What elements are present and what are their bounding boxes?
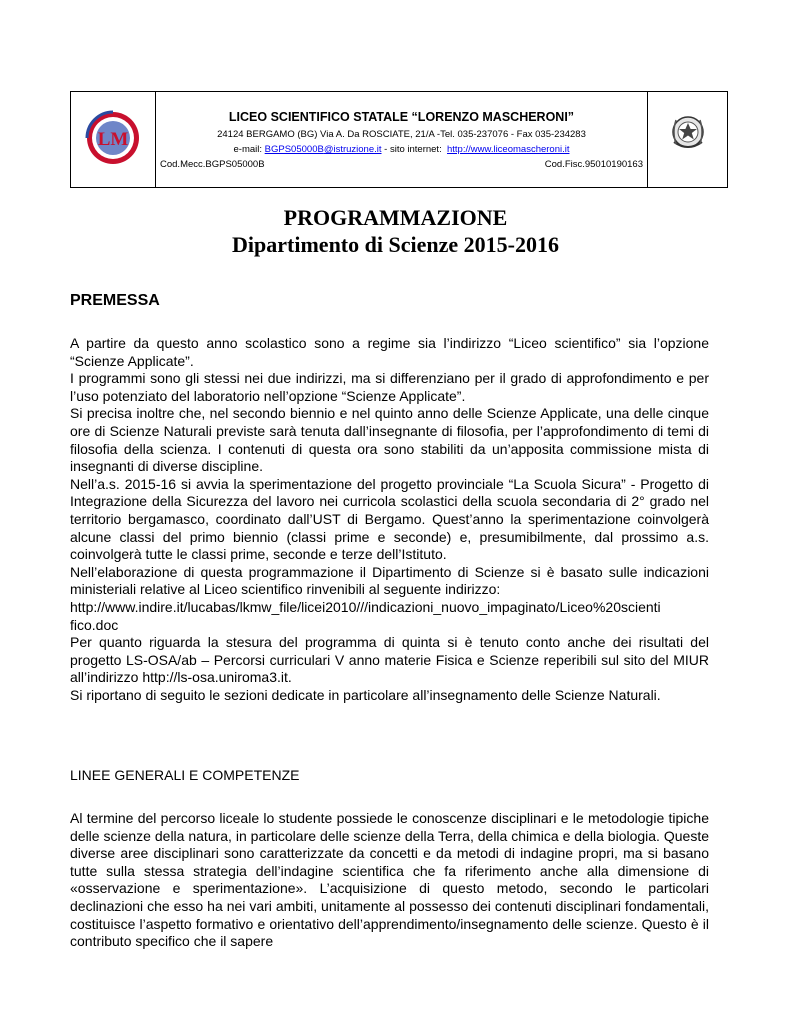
school-address: 24124 BERGAMO (BG) Via A. Da ROSCIATE, 21/A -Tel. 035-237076 - Fax 035-234283 xyxy=(217,129,586,140)
premessa-body xyxy=(70,335,709,704)
italian-republic-emblem-icon xyxy=(648,92,728,187)
paragraph: A partire da questo anno scolastico sono a regime sia l’indirizzo “Liceo scientifico” sia l’opzione “Scienze Applicate”. xyxy=(70,335,709,369)
section-heading-linee-generali: LINEE GENERALI E COMPETENZE xyxy=(70,767,300,783)
email-domain[interactable]: @istruzione.it xyxy=(323,144,382,155)
school-logo-cell xyxy=(71,92,156,187)
site-label: - sito internet: xyxy=(381,144,442,155)
cod-mecc: Cod.Mecc.BGPS05000B xyxy=(160,159,265,170)
emblem-cell xyxy=(647,92,728,187)
linee-generali-body xyxy=(70,810,709,951)
paragraph: Al termine del percorso liceale lo studente possiede le conoscenze disciplinari e le metodologie tipiche delle scienze della natura, in particolare delle scienze della Terra, della chimica e della biologia. Queste diverse aree disciplinari sono caratterizzate da concetti e da metodi di indagine propri, ma si basano tutte sulla stessa strategia dell’indagine scientifica che fa riferimento anche alla dimensione di «osservazione e sperimentazione». L’acquisizione di questo metodo, secondo le particolari declinazioni che esso ha nei vari ambiti, unitamente al possesso dei contenuti disciplinari fondamentali, costituisce l’aspetto formativo e orientativo dell’apprendimento/insegnamento delle scienze. Questo è il contributo specifico che il sapere xyxy=(70,810,709,950)
site-link[interactable]: http://www.liceomascheroni.it xyxy=(447,144,570,155)
letterhead xyxy=(70,91,728,188)
school-logo-icon xyxy=(71,92,155,187)
indire-url: http://www.indire.it/lucabas/lkmw_file/licei2010///indicazioni_nuovo_impaginato/Liceo%20scienti fico.doc xyxy=(70,598,661,633)
paragraph: Nell’elaborazione di questa programmazione il Dipartimento di Scienze si è basato sulle indicazioni ministeriali relative al Liceo scientifico rinvenibili al seguente indirizzo: xyxy=(70,563,709,598)
document-subtitle: Dipartimento di Scienze 2015-2016 xyxy=(232,232,559,257)
email-label: e-mail: xyxy=(233,144,263,155)
cod-fisc: Cod.Fisc.95010190163 xyxy=(544,159,643,170)
paragraph: Per quanto riguarda la stesura del programma di quinta si è tenuto conto anche dei risultati del progetto LS-OSA/ab – Percorsi curriculari V anno materie Fisica e Scienze reperibili sul sito del MIUR all’indirizzo http://ls-osa.uniroma3.it. xyxy=(70,634,709,686)
paragraph: Si precisa inoltre che, nel secondo biennio e nel quinto anno delle Scienze Applicate, una delle cinque ore di Scienze Naturali previste sarà tenuta dall’insegnante di filosofia, per l’approfondimento di temi di filosofia della scienza. I contenuti di questa ora sono stabiliti da un’apposita commissione mista di insegnanti di diverse discipline. xyxy=(70,405,709,475)
school-info xyxy=(156,92,647,187)
school-name: LICEO SCIENTIFICO STATALE “LORENZO MASCHERONI” xyxy=(228,110,575,124)
section-heading-premessa: PREMESSA xyxy=(70,292,160,309)
paragraph: Si riportano di seguito le sezioni dedicate in particolare all’insegnamento delle Scienze Naturali. xyxy=(70,686,661,703)
paragraph: I programmi sono gli stessi nei due indirizzi, ma si differenziano per il grado di approfondimento e per l’uso potenziato del laboratorio nell’opzione “Scienze Applicate”. xyxy=(70,370,709,404)
document-title: PROGRAMMAZIONE xyxy=(283,205,508,230)
email-link-part[interactable]: BGPS05000B xyxy=(264,144,324,155)
paragraph: Nell’a.s. 2015-16 si avvia la sperimentazione del progetto provinciale “La Scuola Sicura” - Progetto di Integrazione della Sicurezza del lavoro nei curricola scolastici della scuola secondaria di 2° grado nel territorio bergamasco, coordinato dall’UST di Bergamo. Quest’anno la sperimentazione coinvolgerà alcune classi del primo biennio (classi prime e seconde) e, presumibilmente, dal prossimo a.s. coinvolgerà tutte le classi prime, seconde e terze dell’Istituto. xyxy=(70,475,709,563)
logo-letters: LM xyxy=(97,129,129,150)
email-link[interactable] xyxy=(265,144,382,155)
school-contacts xyxy=(156,144,647,155)
